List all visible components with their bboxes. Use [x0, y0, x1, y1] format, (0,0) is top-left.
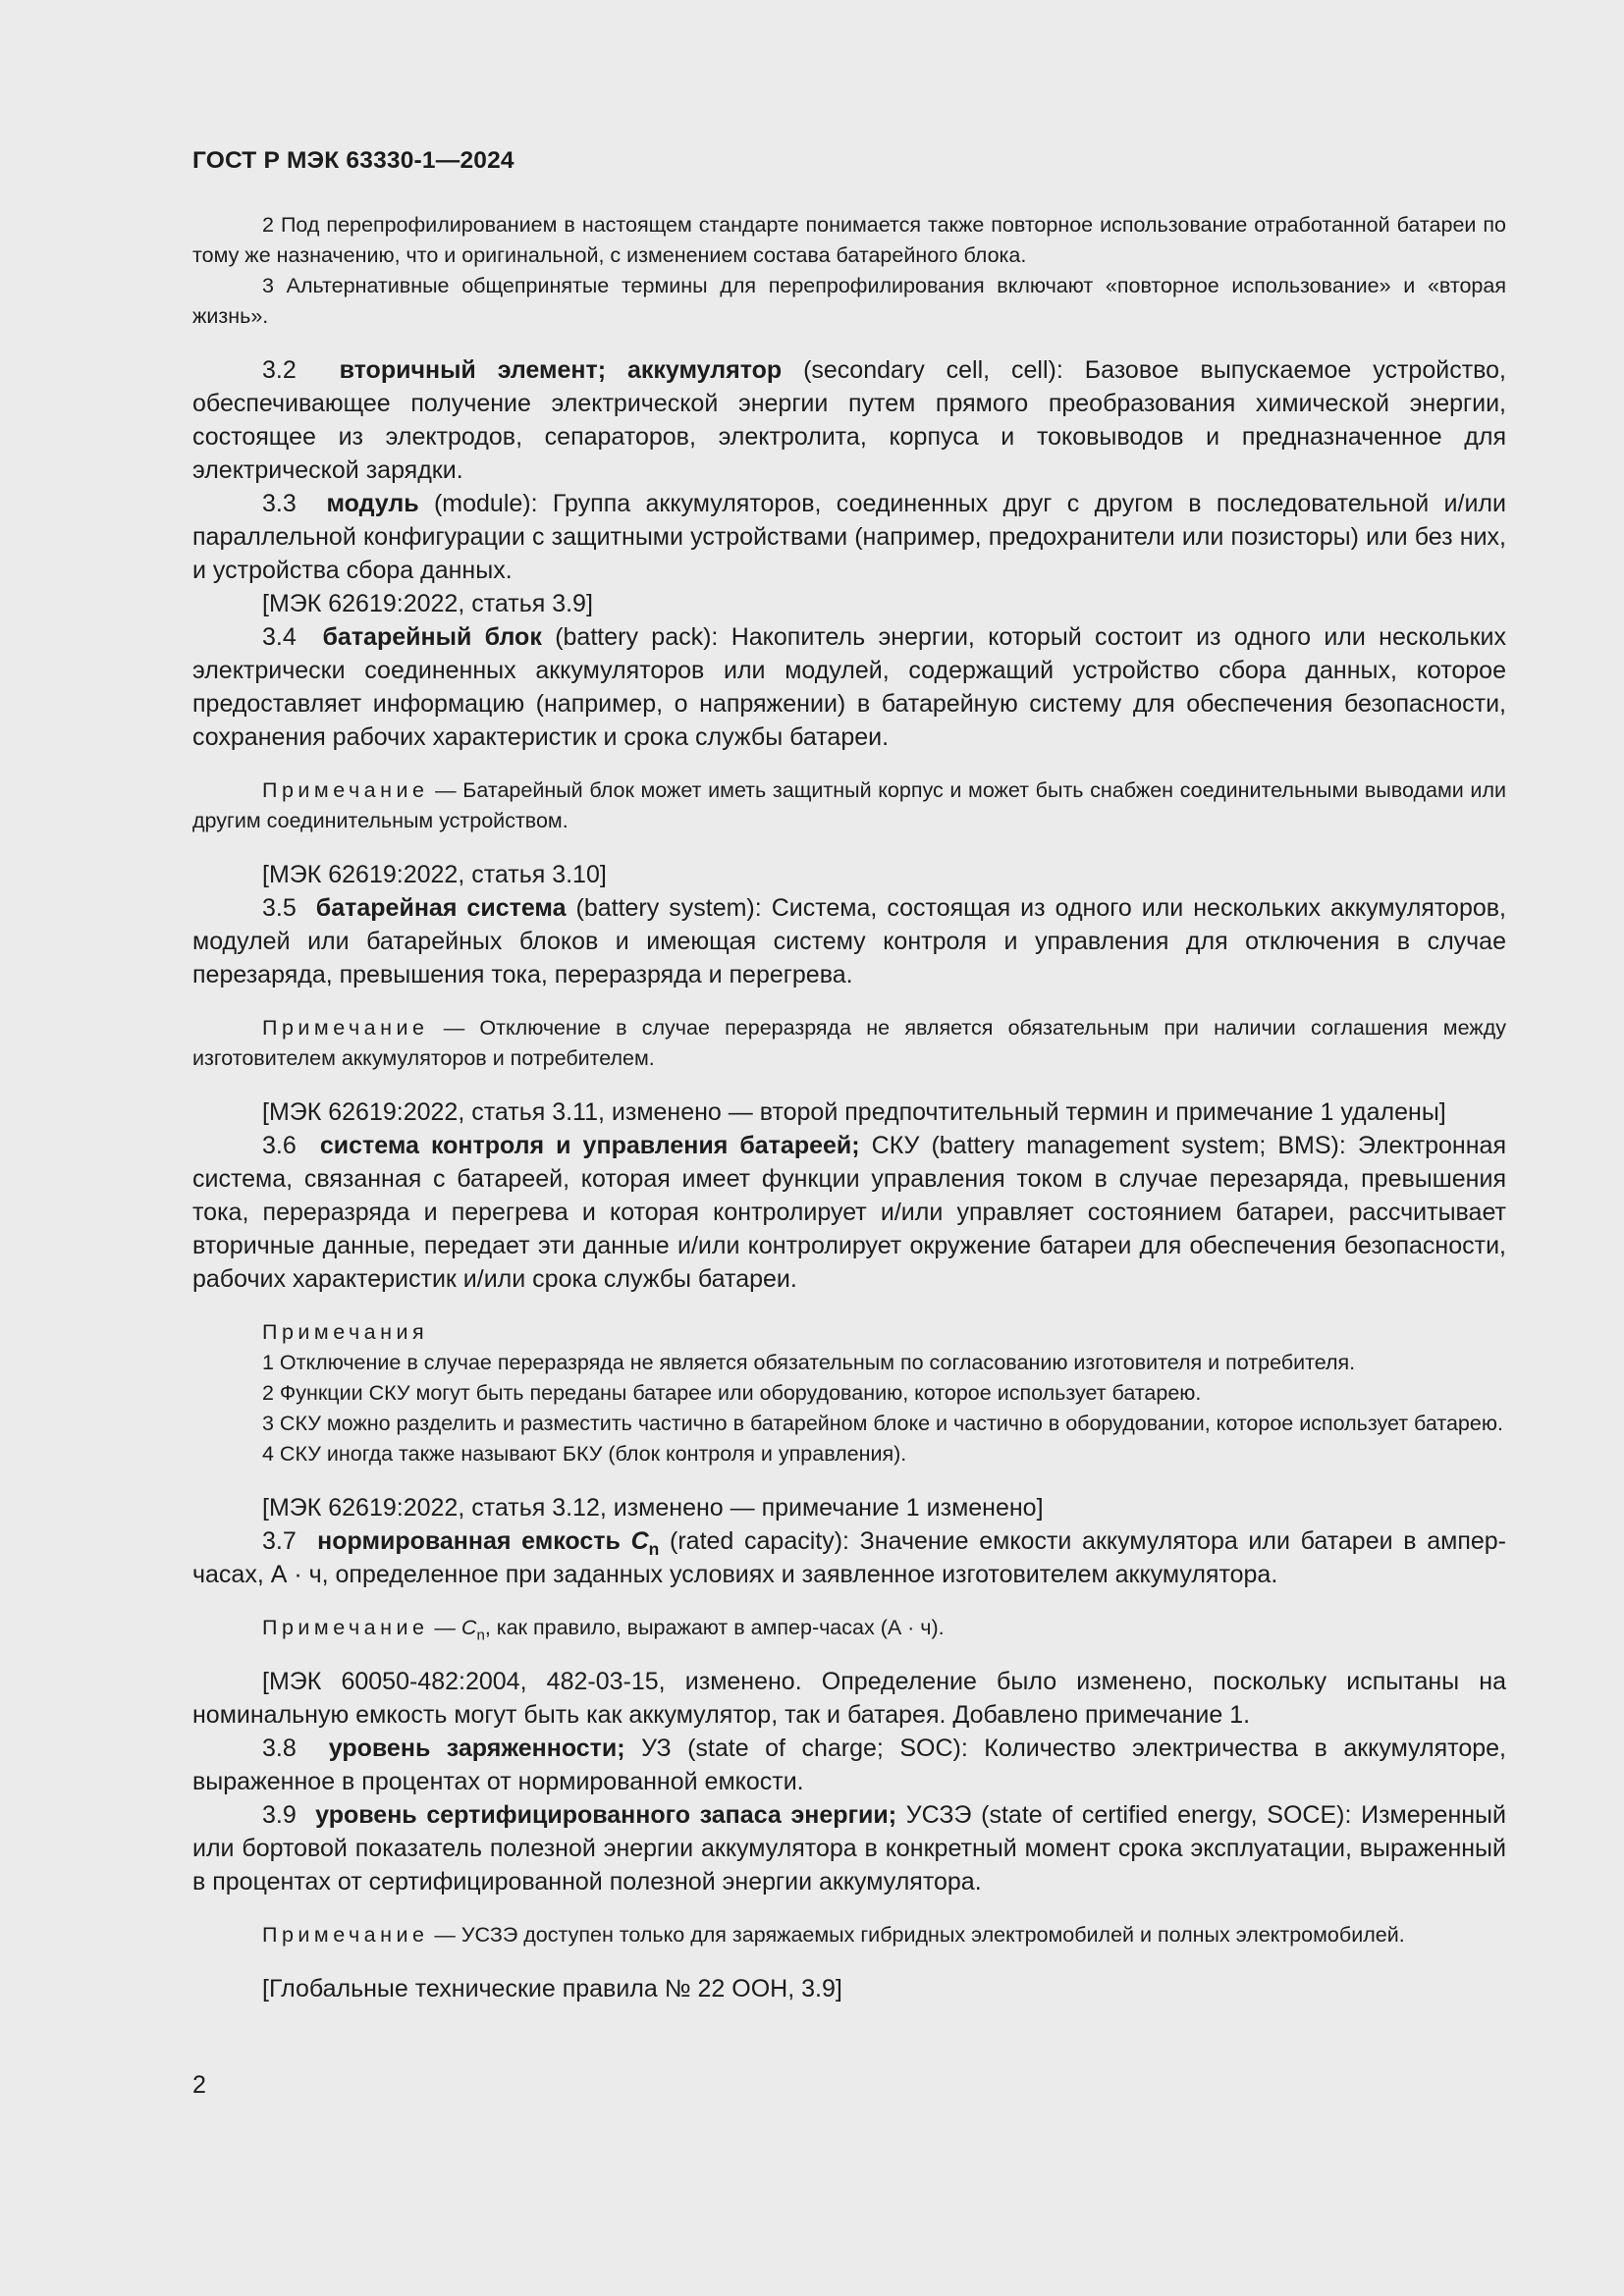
term-name: уровень сертифицированного запаса энергии;: [315, 1801, 897, 1829]
term-definition: УЗ (state of charge; SOC): Количество электричества в аккумуляторе, выраженное в процентах от нормированной емкости.: [192, 1735, 1506, 1795]
symbol: C: [460, 1616, 477, 1639]
symbol: C: [630, 1527, 649, 1555]
term-3-8: [192, 1732, 1506, 1798]
note-3-7: [192, 1613, 1506, 1643]
term-3-9: [192, 1798, 1506, 1898]
term-definition: (module): Группа аккумуляторов, соединенных друг с другом в последовательной и/или параллельной конфигурации с защитными устройствами (например, предохранители или позисторы) или без них, и устройства сбора данных.: [192, 490, 1506, 584]
note-label: Примечание: [262, 1923, 429, 1947]
term-definition: УСЗЭ (state of certified energy, SOCE): Измеренный или бортовой показатель полезной энергии аккумулятора в конкретный момент срока эксплуатации, выраженный в процентах от сертифицированной полезной энергии аккумулятора.: [192, 1801, 1506, 1896]
source-ref: [МЭК 60050-482:2004, 482-03-15, изменено. Определение было изменено, поскольку испытаны на номинальную емкость могут быть как аккумулятор, так и батарея. Добавлено примечание 1.: [192, 1668, 1506, 1729]
term-number: 3.8: [262, 1735, 297, 1762]
source-ref: [МЭК 62619:2022, статья 3.10]: [262, 861, 607, 888]
note-label: Примечание: [262, 778, 429, 802]
term-definition: (rated capacity): Значение емкости аккумулятора или батареи в ампер-часах, А · ч, определенное при заданных условиях и заявленное изготовителем аккумулятора.: [192, 1527, 1506, 1588]
source-ref: [МЭК 62619:2022, статья 3.11, изменено — второй предпочтительный термин и примечание 1 удалены]: [262, 1098, 1446, 1126]
term-number: 3.4: [262, 623, 297, 651]
note-item: 4 СКУ иногда также называют БКУ (блок контроля и управления).: [262, 1442, 907, 1466]
term-3-4: [192, 620, 1506, 754]
source-ref: [Глобальные технические правила № 22 ООН, 3.9]: [262, 1975, 842, 2002]
note-text: — Отключение в случае переразряда не является обязательным при наличии соглашения между изготовителем аккумуляторов и потребителем.: [192, 1016, 1506, 1070]
note-text: — УСЗЭ доступен только для заряжаемых гибридных электромобилей и полных электромобилей.: [428, 1923, 1405, 1947]
source-ref: [МЭК 62619:2022, статья 3.9]: [262, 590, 593, 617]
note-3-4: [192, 775, 1506, 836]
source-ref: [МЭК 62619:2022, статья 3.12, изменено — примечание 1 изменено]: [262, 1494, 1044, 1522]
term-3-6: [192, 1129, 1506, 1296]
page-number: 2: [192, 2071, 206, 2099]
note-item: 1 Отключение в случае переразряда не является обязательным по согласованию изготовителя и потребителя.: [262, 1351, 1356, 1374]
note-label: Примечание: [262, 1616, 429, 1639]
term-definition: (secondary cell, cell): Базовое выпускаемое устройство, обеспечивающее получение электрической энергии путем прямого преобразования химической энергии, состоящее из электродов, сепараторов, электролита, корпуса и токовыводов и предназначенное для электрической зарядки.: [192, 356, 1506, 484]
term-number: 3.2: [262, 356, 297, 384]
note-text: —: [428, 1616, 461, 1639]
document-page: [192, 147, 1506, 2005]
term-3-7: [192, 1524, 1506, 1591]
note-text: , как правило, выражают в ампер-часах (А · ч).: [484, 1616, 945, 1639]
term-number: 3.6: [262, 1132, 297, 1159]
term-number: 3.7: [262, 1527, 297, 1555]
intro-note-2: 2 Под перепрофилированием в настоящем стандарте понимается также повторное использование отработанной батареи по тому же назначению, что и оригинальной, с изменением состава батарейного блока.: [192, 213, 1506, 267]
term-name: система контроля и управления батареей;: [319, 1132, 860, 1159]
term-definition: (battery pack): Накопитель энергии, который состоит из одного или нескольких электрически соединенных аккумуляторов или модулей, содержащий устройство сбора данных, которое предоставляет информацию (например, о напряжении) в батарейную систему для обеспечения безопасности, сохранения рабочих характеристик и срока службы батареи.: [192, 623, 1506, 751]
symbol-subscript: n: [648, 1539, 660, 1560]
term-number: 3.3: [262, 490, 297, 517]
term-name: уровень заряженности;: [328, 1735, 625, 1762]
notes-label: Примечания: [262, 1320, 429, 1344]
term-number: 3.5: [262, 894, 297, 922]
term-name: батарейная система: [315, 894, 567, 922]
symbol-subscript: n: [476, 1627, 485, 1644]
intro-note-3: 3 Альтернативные общепринятые термины для перепрофилирования включают «повторное использование» и «вторая жизнь».: [192, 274, 1506, 328]
document-header: ГОСТ Р МЭК 63330-1—2024: [192, 147, 514, 174]
term-3-5: [192, 891, 1506, 991]
note-3-9: [192, 1920, 1506, 1950]
term-name: батарейный блок: [322, 623, 542, 651]
term-name: нормированная емкость: [317, 1527, 621, 1555]
note-text: — Батарейный блок может иметь защитный корпус и может быть снабжен соединительными выводами или другим соединительным устройством.: [192, 778, 1506, 832]
term-name: модуль: [326, 490, 419, 517]
term-3-3: [192, 487, 1506, 587]
term-definition: (battery system): Система, состоящая из одного или нескольких аккумуляторов, модулей или батарейных блоков и имеющая систему контроля и управления для отключения в случае перезаряда, превышения тока, переразряда и перегрева.: [192, 894, 1506, 988]
term-name: вторичный элемент; аккумулятор: [339, 356, 783, 384]
note-3-5: [192, 1013, 1506, 1074]
term-definition: СКУ (battery management system; BMS): Электронная система, связанная с батареей, которая имеет функции управления током в случае перезаряда, превышения тока, переразряда и перегрева и которая контролирует и/или управляет состоянием батареи, рассчитывает вторичные данные, передает эти данные и/или контролирует окружение батареи для обеспечения безопасности, рабочих характеристик и/или срока службы батареи.: [192, 1132, 1506, 1293]
note-item: 2 Функции СКУ могут быть переданы батарее или оборудованию, которое использует батарею.: [262, 1381, 1202, 1405]
term-3-2: [192, 353, 1506, 487]
note-item: 3 СКУ можно разделить и разместить частично в батарейном блоке и частично в оборудовании, которое использует батарею.: [262, 1412, 1503, 1435]
term-number: 3.9: [262, 1801, 297, 1829]
note-label: Примечание: [262, 1016, 429, 1040]
